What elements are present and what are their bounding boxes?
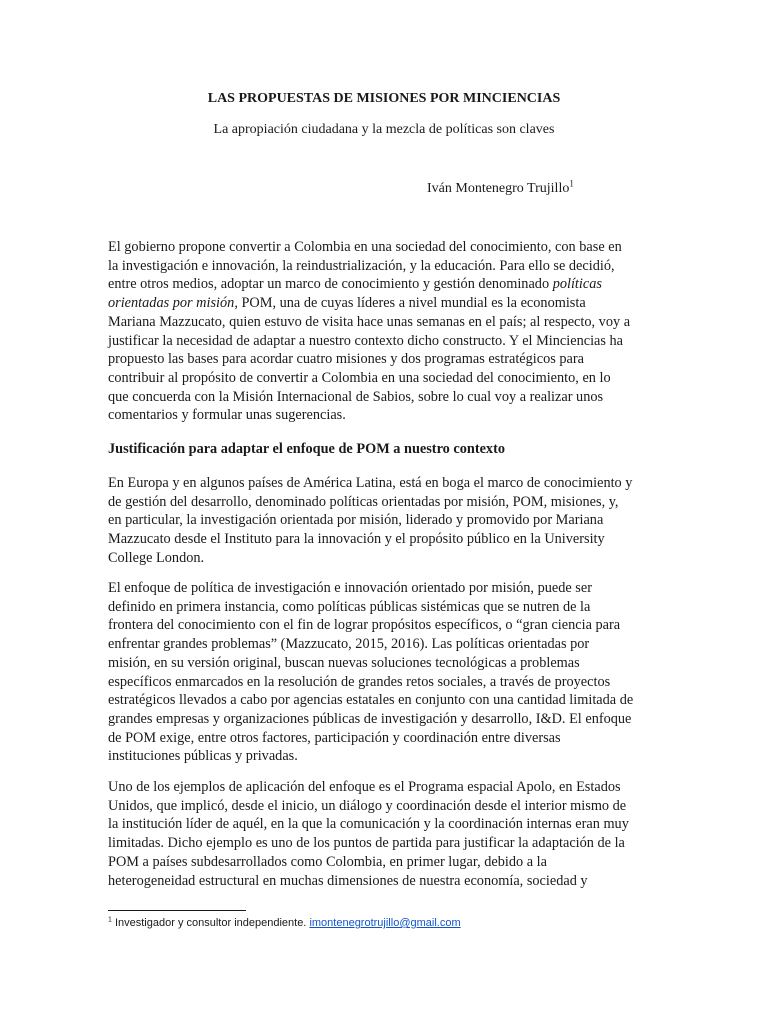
text-run: entre otros medios, adoptar un marco de conocimiento y gestión denominado [108,276,553,293]
paragraph-line: heterogeneidad estructural en muchas dimensiones de nuestra economía, sociedad y [108,872,588,889]
footnote-separator [108,910,246,911]
paragraph-line: justificar la necesidad de adaptar a nuestro contexto dicho constructo. Y el Minciencias ha [108,332,624,349]
paragraph-line: College London. [108,549,205,566]
paragraph-line: específicos enmarcados en la resolución de grandes retos sociales, a través de proyectos [108,673,611,690]
paragraph-line: la institución líder de aquél, en la que la comunicación y la coordinación internas eran muy [108,816,629,833]
paragraph-line: en particular, la investigación orientada por misión, liderado y promovido por Mariana [108,512,604,529]
paragraph-line: El gobierno propone convertir a Colombia en una sociedad del conocimiento, con base en [108,239,622,255]
italic-term: políticas [552,276,602,293]
paragraph-line: estratégicos llevados a cabo por agencias estatales en conjunto con una cantidad limitada de [108,692,634,709]
paragraph-line [108,275,661,294]
paragraph-line: instituciones públicas y privadas. [108,748,298,765]
paragraph-line: que concuerda con la Misión Internacional de Sabios, sobre lo cual voy a realizar unos [108,388,604,405]
footnote-mark: 1 [108,916,112,924]
paragraph-line: En Europa y en algunos países de América Latina, está en boga el marco de conocimiento y [108,475,633,491]
paragraph-line: comentarios y formular unas sugerencias. [108,407,346,424]
section-heading: Justificación para adaptar el enfoque de POM a nuestro contexto [108,441,505,457]
text-run: , POM, una de cuyas líderes a nivel mundial es la economista [234,295,586,312]
paragraph-line: Mariana Mazzucato, quien estuvo de visita hace unas semanas en el país; al respecto, voy a [108,313,631,330]
paragraph-line: contribuir al propósito de convertir a Colombia en una sociedad del conocimiento, en lo [108,369,611,386]
paragraph-line: misión, en su versión original, buscan nuevas soluciones tecnológicas a problemas [108,654,580,671]
paragraph-line: propuesto las bases para acordar cuatro misiones y dos programas estratégicos para [108,351,584,368]
paragraph-definition [108,579,661,766]
footnote-text: Investigador y consultor independiente. [111,917,310,929]
paragraph-line: definido en primera instancia, como políticas públicas sistémicas que se nutren de la [108,598,591,615]
italic-term: orientadas por misión [108,295,235,312]
paragraph-line: POM a países subdesarrollados como Colombia, en primer lugar, debido a la [108,853,547,870]
paragraph-line: Uno de los ejemplos de aplicación del enfoque es el Programa espacial Apolo, en Estados [108,779,621,795]
paragraph-line: El enfoque de política de investigación e innovación orientado por misión, puede ser [108,580,592,596]
email-link[interactable]: imontenegrotrujillo@gmail.com [309,917,461,929]
paragraph-intro [108,238,661,425]
paragraph-line [108,294,661,313]
paragraph-line: enfrentar grandes problemas” (Mazzucato, 2015, 2016). Las políticas orientadas por [108,636,590,653]
paragraph-europe [108,474,661,568]
paragraph-line: limitadas. Dicho ejemplo es uno de los puntos de partida para justificar la adaptación de la [108,835,625,852]
author-line [427,178,574,197]
paragraph-line: frontera del conocimiento con el fin de lograr propósitos específicos, o “gran ciencia para [108,617,621,634]
paragraph-line: de gestión del desarrollo, denominado políticas orientadas por misión, POM, misiones, y, [108,493,619,510]
paragraph-line: grandes empresas y organizaciones públicas de investigación y desarrollo, I&D. El enfoque [108,710,632,727]
document-subtitle: La apropiación ciudadana y la mezcla de políticas son claves [213,122,555,137]
footnote [108,917,461,929]
author-name: Iván Montenegro Trujillo [427,181,570,196]
footnote-reference[interactable]: 1 [569,178,574,189]
paragraph-line: Unidos, que implicó, desde el inicio, un diálogo y coordinación desde el interior mismo de [108,797,627,814]
paragraph-line: Mazzucato desde el Instituto para la innovación y el propósito público en la University [108,531,605,548]
paragraph-line: la investigación e innovación, la reindustrialización, y la educación. Para ello se decidió, [108,257,615,274]
paragraph-line: de POM exige, entre otros factores, participación y coordinación entre diversas [108,729,561,746]
paragraph-apollo [108,778,661,890]
document-title: LAS PROPUESTAS DE MISIONES POR MINCIENCIAS [207,91,561,106]
